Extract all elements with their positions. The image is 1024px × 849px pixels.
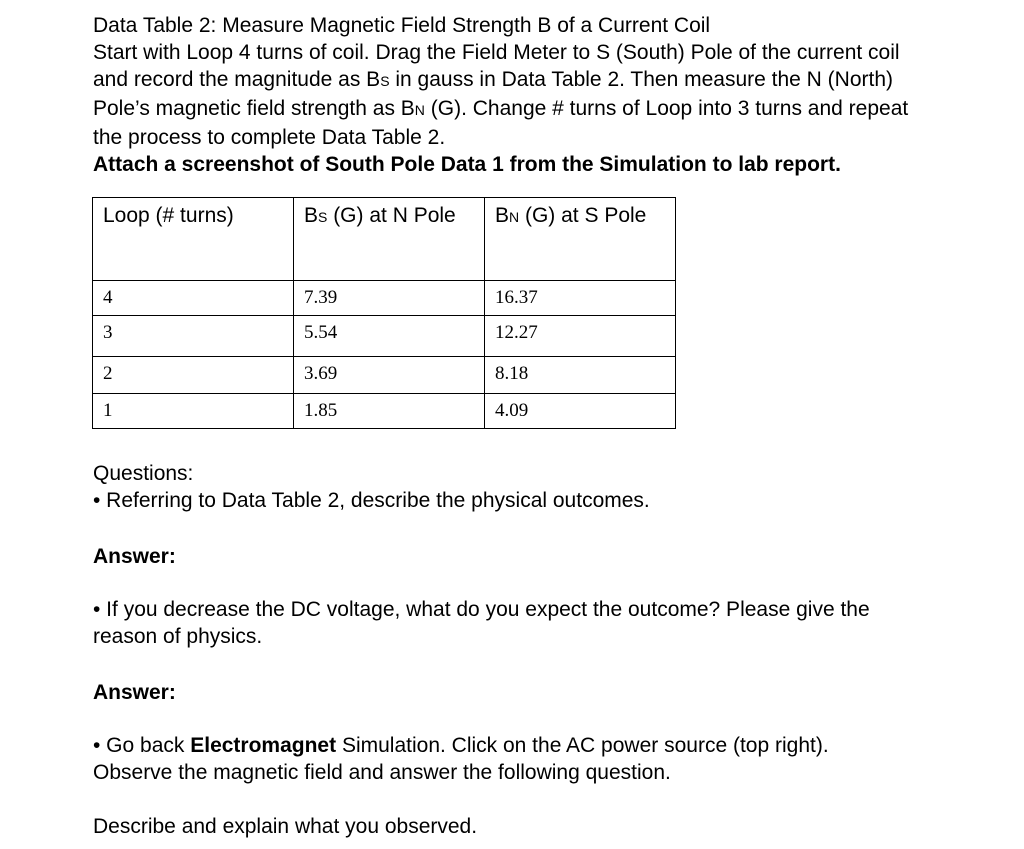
- cell-loop: 3: [93, 316, 294, 357]
- cell-bn: 12.27: [485, 316, 676, 357]
- header-loop-turns: Loop (# turns): [93, 198, 294, 281]
- table-row: [93, 316, 676, 357]
- table-row: [93, 357, 676, 394]
- question-3-line-2: Observe the magnetic field and answer the following question.: [93, 761, 671, 784]
- instruction-line-1: Start with Loop 4 turns of coil. Drag the Field Meter to S (South) Pole of the current coil: [93, 41, 900, 64]
- header-bs-pre: B: [304, 204, 319, 227]
- question-3-post: Simulation. Click on the AC power source (top right).: [336, 734, 829, 757]
- data-table-2: [92, 197, 676, 429]
- cell-bn: 8.18: [485, 357, 676, 394]
- question-3-line-1: [93, 732, 829, 759]
- header-bs: [294, 198, 485, 281]
- instruction-line-3: [93, 95, 1008, 124]
- header-bn-post: (G) at S Pole: [519, 204, 647, 227]
- questions-heading: Questions:: [93, 462, 194, 485]
- cell-bs: 5.54: [294, 316, 485, 357]
- cell-bs: 7.39: [294, 281, 485, 316]
- table-row: [93, 394, 676, 429]
- table-header-row: [93, 198, 676, 281]
- instructions-block: [93, 12, 1008, 178]
- answer-1-label: Answer:: [93, 545, 176, 568]
- instruction-line-3-sub: N: [414, 102, 425, 118]
- instruction-line-2-sub: S: [380, 73, 390, 89]
- cell-loop: 4: [93, 281, 294, 316]
- instruction-line-3-post: (G). Change # turns of Loop into 3 turns and repeat: [424, 97, 909, 120]
- table-row: [93, 281, 676, 316]
- instruction-line-2-pre: and record the magnitude as B: [93, 68, 381, 91]
- cell-loop: 1: [93, 394, 294, 429]
- header-bn-pre: B: [495, 204, 510, 227]
- instruction-line-2: [93, 66, 1008, 95]
- header-bn: [485, 198, 676, 281]
- question-3-bold: Electromagnet: [190, 734, 337, 757]
- header-bs-post: (G) at N Pole: [327, 204, 456, 227]
- header-bn-sub: N: [509, 209, 520, 225]
- question-4: Describe and explain what you observed.: [93, 815, 478, 838]
- cell-bn: 4.09: [485, 394, 676, 429]
- instruction-line-2-post: in gauss in Data Table 2. Then measure the N (North): [389, 68, 894, 91]
- cell-loop: 2: [93, 357, 294, 394]
- question-2-line-2: reason of physics.: [93, 625, 263, 648]
- question-2-line-1: • If you decrease the DC voltage, what do you expect the outcome? Please give the: [93, 598, 870, 621]
- attach-instruction: Attach a screenshot of South Pole Data 1 from the Simulation to lab report.: [93, 153, 841, 176]
- cell-bs: 3.69: [294, 357, 485, 394]
- instruction-line-3-pre: Pole’s magnetic field strength as B: [93, 97, 415, 120]
- question-3-pre: • Go back: [93, 734, 191, 757]
- answer-2-label: Answer:: [93, 681, 176, 704]
- question-1: • Referring to Data Table 2, describe the physical outcomes.: [93, 489, 650, 512]
- page-title: Data Table 2: Measure Magnetic Field Strength B of a Current Coil: [93, 14, 711, 37]
- cell-bn: 16.37: [485, 281, 676, 316]
- cell-bs: 1.85: [294, 394, 485, 429]
- header-bs-sub: S: [318, 209, 328, 225]
- instruction-line-4: the process to complete Data Table 2.: [93, 126, 446, 149]
